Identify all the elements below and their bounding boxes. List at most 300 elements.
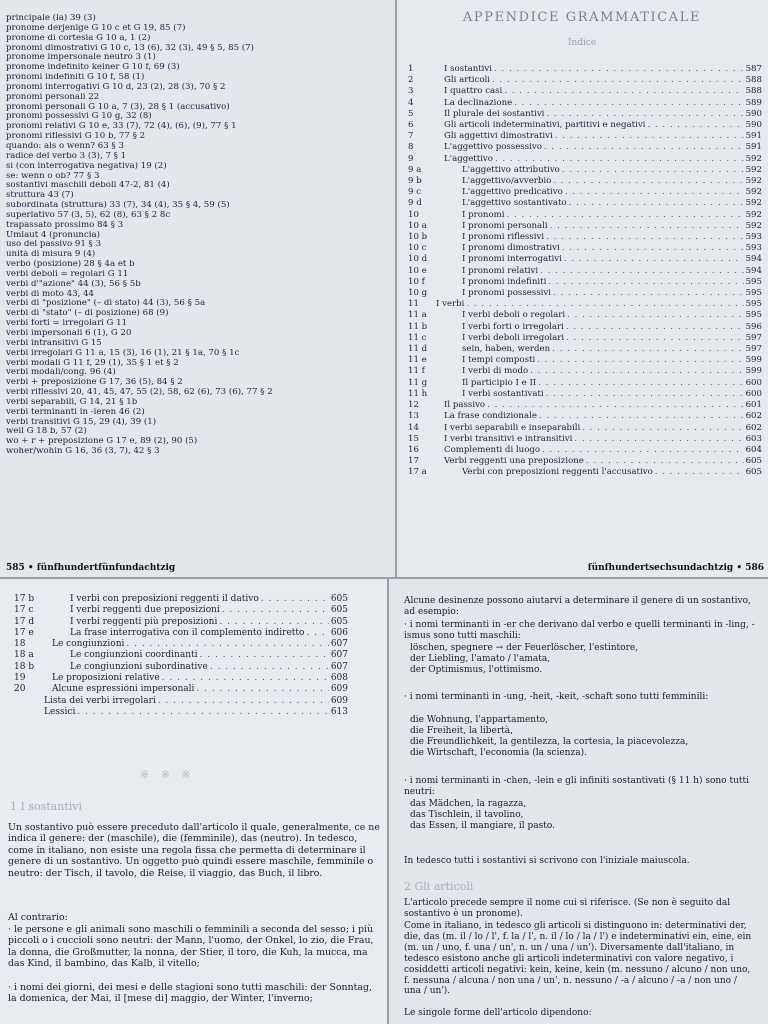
index-entry: pronomi possessivi G 10 g, 32 (8)	[6, 112, 152, 122]
index-entry: verbi forti = irregolari G 11	[6, 319, 128, 329]
grammar-index-list	[6, 14, 392, 457]
toc-number: 10 g	[408, 288, 428, 299]
page-587	[0, 578, 388, 1024]
page-586	[396, 0, 768, 578]
toc-leader-dots	[586, 456, 744, 467]
examples-femminili	[410, 715, 756, 759]
index-entry: verbi irregolari G 11 a, 15 (3), 16 (1), 21 § 1a, 70 § 1c	[6, 348, 240, 358]
toc-number: 11 b	[408, 321, 428, 332]
toc-entry[interactable]	[14, 605, 348, 616]
toc-entry[interactable]	[408, 366, 762, 377]
toc-page-number: 609	[330, 695, 348, 706]
toc-entry[interactable]	[408, 64, 762, 75]
intro-text: Un sostantivo può essere preceduto dall'articolo il quale, generalmente, ce ne indica il genere: der (maschile), die (femminile), das (neutro). In tedesco, come in italiano, non esiste una regola fissa che permetta di determinare il genere di un sostantivo. Un oggetto può quindi essere maschile, femminile o neutro:	[8, 822, 380, 879]
toc-number: 11	[408, 299, 419, 310]
toc-page-number: 593	[745, 232, 762, 243]
index-subheader: Indice	[567, 38, 597, 48]
toc-entry[interactable]	[408, 109, 762, 120]
toc-entry[interactable]	[408, 176, 762, 187]
toc-number: 18	[14, 639, 26, 650]
bullet-giorni-text: i nomi dei giorni, dei mesi e delle stagioni sono tutti maschili: der Sonntag, la domenica, der Mai, il [mese di] maggio, der Winter, l'inverno;	[8, 982, 372, 1005]
toc-entry[interactable]	[14, 707, 348, 718]
index-entry: pronome derjenige G 10 c et G 19, 85 (7)	[6, 23, 186, 33]
toc-page-number: 603	[745, 433, 762, 444]
toc-page-number: 605	[330, 616, 348, 627]
toc-number: 2	[408, 75, 414, 86]
toc-page-number: 596	[745, 321, 762, 332]
toc-page-number: 590	[745, 108, 762, 119]
toc-number: 9 b	[408, 176, 422, 187]
note-maiuscola: In tedesco tutti i sostantivi si scrivono con l'iniziale maiuscola.	[404, 856, 690, 866]
toc-page-number: 605	[330, 605, 348, 616]
toc-leader-dots	[546, 232, 743, 243]
toc-leader-dots	[514, 98, 743, 109]
toc-entry[interactable]	[408, 98, 762, 109]
toc-page-number: 590	[745, 120, 762, 131]
toc-entry[interactable]	[408, 299, 762, 310]
index-entry: verbi separabili, G 14, 21 § 1b	[6, 397, 138, 407]
index-entry: se: wenn o ob? 77 § 3	[6, 171, 100, 181]
toc-entry[interactable]	[14, 684, 348, 695]
toc-leader-dots	[196, 684, 328, 695]
toc-leader-dots	[546, 109, 743, 120]
toc-entry[interactable]	[408, 456, 762, 467]
toc-title: L'aggettivo/avverbio	[462, 176, 552, 187]
toc-number: 15	[408, 433, 419, 444]
toc-leader-dots	[564, 254, 744, 265]
bullet-neutri-text: i nomi terminanti in -chen, -lein e gli infiniti sostantivati (§ 11 h) sono tutti neutri:	[404, 776, 749, 797]
toc-leader-dots	[548, 277, 743, 288]
toc-title: L'aggettivo attributivo	[462, 164, 560, 175]
toc-title: I verbi reggenti più preposizioni	[70, 616, 218, 627]
toc-entry[interactable]	[408, 310, 762, 321]
toc-entry[interactable]	[14, 639, 348, 650]
toc-page-number: 595	[745, 276, 762, 287]
toc-leader-dots	[553, 176, 743, 187]
toc-number: 17 a	[408, 467, 427, 478]
toc-title: L'aggettivo sostantivato	[462, 198, 567, 209]
toc-number: 8	[408, 142, 414, 153]
toc-page-number: 595	[745, 288, 762, 299]
index-entry: pronome di cortesia G 10 a, 1 (2)	[6, 33, 151, 43]
toc-title: Gli aggettivi dimostrativi	[444, 131, 553, 142]
toc-leader-dots	[530, 366, 743, 377]
toc-page-number: 609	[330, 684, 348, 695]
toc-leader-dots	[567, 310, 743, 321]
toc-title: La frase interrogativa con il complemento indiretto	[70, 627, 305, 638]
contrario-label: Al contrario:	[8, 912, 68, 923]
toc-page-number: 599	[745, 366, 762, 377]
index-entry: verbi impersonali 6 (1), G 20	[6, 329, 132, 338]
toc-entry[interactable]	[408, 355, 762, 366]
toc-number: 12	[408, 400, 419, 411]
toc-title: I verbi forti o irregolari	[462, 321, 564, 332]
toc-page-number: 601	[745, 400, 762, 411]
toc-leader-dots	[544, 142, 744, 153]
toc-entry[interactable]	[14, 594, 348, 605]
toc-title: I verbi deboli o regolari	[462, 310, 566, 321]
toc-number: 10 a	[408, 220, 427, 231]
example-line: löschen, spegnere → der Feuerlöscher, l'estintore,	[410, 643, 639, 653]
toc-page-number: 607	[330, 639, 348, 650]
toc-title: I pronomi interrogativi	[462, 254, 562, 265]
example-line: das Mädchen, la ragazza,	[410, 799, 527, 809]
toc-entry[interactable]	[408, 165, 762, 176]
toc-leader-dots	[566, 333, 743, 344]
toc-entry[interactable]	[408, 333, 762, 344]
appendix-header: APPENDICE GRAMMATICALE	[462, 10, 702, 25]
toc-leader-dots	[553, 288, 744, 299]
toc-number: 10 e	[408, 265, 427, 276]
toc-entry[interactable]	[408, 288, 762, 299]
toc-entry[interactable]	[408, 400, 762, 411]
toc-title: I verbi transitivi e intransitivi	[444, 433, 573, 444]
toc-title: I pronomi dimostrativi	[462, 243, 560, 254]
toc-page-number: 605	[745, 456, 762, 467]
toc-title: I pronomi indefiniti	[462, 276, 547, 287]
toc-page-number: 600	[745, 377, 762, 388]
toc-entry[interactable]	[408, 75, 762, 86]
index-entry: Umlaut 4 (pronuncia)	[6, 230, 100, 240]
toc-entry[interactable]	[408, 131, 762, 142]
toc-page-number: 589	[745, 97, 762, 108]
toc-number: 9 a	[408, 164, 422, 175]
index-entry: pronomi indefiniti G 10 f, 58 (1)	[6, 73, 145, 83]
index-entry: verbo (posizione) 28 § 4a et b	[6, 260, 135, 270]
toc-leader-dots	[566, 322, 744, 333]
toc-title: I verbi separabili e inseparabili	[444, 422, 581, 433]
page-585	[0, 0, 396, 578]
section-title-sostantivi: 1 I sostantivi	[10, 800, 82, 813]
index-entry: pronomi dimostrativi G 10 c, 13 (6), 32 (3), 49 § 5, 85 (7)	[6, 43, 254, 53]
toc-number: 9	[408, 153, 414, 164]
toc-leader-dots	[552, 344, 743, 355]
toc-entry[interactable]	[408, 411, 762, 422]
toc-leader-dots	[647, 120, 743, 131]
toc-entry[interactable]	[14, 628, 348, 639]
toc-number: 3	[408, 86, 414, 97]
toc-entry[interactable]	[408, 210, 762, 221]
toc-number: 18 a	[14, 650, 34, 661]
examples-neutri	[410, 799, 756, 832]
index-entry: struttura 43 (7)	[6, 191, 74, 201]
toc-leader-dots	[582, 423, 743, 434]
toc-page-number: 592	[745, 220, 762, 231]
toc-number: 9 d	[408, 198, 422, 209]
toc-title: I verbi deboli irregolari	[462, 332, 565, 343]
section-title-articoli: 2 Gli articoli	[404, 880, 474, 893]
toc-entry[interactable]	[408, 344, 762, 355]
toc-number: 11 e	[408, 355, 427, 366]
examples-maschili	[410, 643, 756, 676]
toc-entry[interactable]	[408, 277, 762, 288]
page-seam-bottom	[387, 578, 389, 1024]
toc-number: 17 c	[14, 605, 34, 616]
toc-page-number: 594	[745, 254, 762, 265]
index-entry: pronomi relativi G 10 e, 33 (7), 72 (4), (6), (9), 77 § 1	[6, 122, 237, 132]
example-line: der Liebling, l'amato / l'amata,	[410, 653, 551, 664]
index-entry: sì (con interrogativa negativa) 19 (2)	[6, 161, 167, 171]
toc-title: I verbi di modo	[462, 366, 529, 377]
index-entry: wo + r + preposizione G 17 e, 89 (2), 90 (5)	[6, 437, 198, 447]
toc-leader-dots	[492, 75, 744, 86]
toc-leader-dots	[222, 605, 329, 616]
index-entry: verbi di moto 43, 44	[6, 289, 95, 299]
toc-title: Gli articoli indeterminativi, partitivi e negativi	[444, 120, 646, 131]
toc-page-number: 602	[745, 422, 762, 433]
toc-number: 10 d	[408, 254, 428, 265]
paragraph-desinenze: Alcune desinenze possono aiutarvi a determinare il genere di un sostantivo, ad esempio:	[404, 596, 751, 617]
toc-entry[interactable]	[408, 423, 762, 434]
toc-page-number: 597	[745, 344, 762, 355]
bullet-maschili: · i nomi terminanti in -er che derivano dal verbo e quelli terminanti in -ling, -ismus sono tutti maschili:	[404, 620, 755, 641]
toc-number: 11 c	[408, 332, 427, 343]
index-entry: subordinata (struttura) 33 (7), 34 (4), 35 § 4, 59 (5)	[6, 201, 230, 211]
toc-leader-dots	[562, 165, 744, 176]
toc-leader-dots	[546, 389, 744, 400]
toc-page-number: 604	[745, 444, 762, 455]
toc-entry[interactable]	[408, 378, 762, 389]
toc-page-number: 587	[745, 64, 762, 74]
example-line: das Essen, il mangiare, il pasto.	[410, 820, 556, 831]
section-ornament: ※ ※ ※	[140, 768, 195, 781]
toc-page-number: 600	[745, 388, 762, 399]
toc-number: 10	[408, 209, 419, 220]
paragraph-articolo: L'articolo precede sempre il nome cui si riferisce. (Se non è seguito dal sostantivo è un pronome).	[404, 898, 731, 919]
toc-leader-dots	[162, 673, 329, 684]
toc-leader-dots	[537, 355, 743, 366]
bullet-giorni: · i nomi dei giorni, dei mesi e delle stagioni sono tutti maschili: der Sonntag, la domenica, der Mai, il [mese di] maggio, der Winter, l'inverno;	[8, 982, 372, 1005]
toc-title: Il passivo	[444, 400, 486, 411]
toc-entry[interactable]	[408, 434, 762, 445]
toc-page-number: 599	[745, 355, 762, 366]
toc-title: Il participio I e II	[462, 377, 537, 388]
index-entry: superlativo 57 (3, 5), 62 (8), 63 § 2 8c	[6, 210, 171, 220]
toc-entry[interactable]	[408, 221, 762, 232]
toc-title: La frase condizionale	[444, 411, 537, 422]
toc-title: I tempi composti	[462, 355, 536, 366]
toc-leader-dots	[539, 411, 744, 422]
index-entry: radice del verbo 3 (3), 7 § 1	[6, 151, 127, 161]
toc-title: Lista dei verbi irregolari	[44, 695, 156, 706]
toc-page-number: 595	[745, 299, 762, 310]
toc-entry[interactable]	[408, 86, 762, 97]
index-entry: quando: als o wenn? 63 § 3	[6, 141, 124, 151]
toc-entry[interactable]	[14, 673, 348, 684]
toc-page-number: 608	[330, 673, 348, 684]
bullet-maschili-text: i nomi terminanti in -er che derivano dal verbo e quelli terminanti in -ling, -ismus sono tutti maschili:	[404, 620, 755, 641]
index-entry: verbi d'"azione" 44 (3), 56 § 5b	[6, 279, 141, 289]
page-588	[388, 578, 768, 1024]
toc-leader-dots	[219, 617, 328, 628]
toc-title: I verbi reggenti due preposizioni	[70, 605, 220, 616]
toc-title: I pronomi relativi	[462, 265, 539, 276]
toc-leader-dots	[466, 299, 743, 310]
toc-title: Le congiunzioni	[52, 639, 125, 650]
toc-title: Verbi reggenti una preposizione	[444, 456, 584, 467]
toc-leader-dots	[504, 86, 743, 97]
table-of-contents-continued	[14, 594, 348, 718]
toc-leader-dots	[487, 400, 743, 411]
toc-number: 14	[408, 422, 419, 433]
toc-leader-dots	[569, 198, 744, 209]
toc-number: 17 e	[14, 627, 34, 638]
toc-title: Alcune espressioni impersonali	[52, 684, 195, 695]
toc-number: 11 a	[408, 310, 427, 321]
toc-page-number: 607	[330, 661, 348, 672]
toc-page-number: 592	[745, 198, 762, 209]
index-entry: unità di misura 9 (4)	[6, 250, 96, 260]
toc-title: I pronomi riflessivi	[462, 232, 545, 243]
toc-title: I quattro casi	[444, 86, 503, 97]
toc-number: 11 h	[408, 388, 428, 399]
toc-page-number: 613	[330, 706, 348, 717]
toc-entry[interactable]	[408, 187, 762, 198]
toc-page-number: 592	[745, 209, 762, 220]
toc-leader-dots	[507, 210, 744, 221]
example-line: die Freiheit, la libertà,	[410, 725, 514, 736]
toc-page-number: 607	[330, 650, 348, 661]
bullet-persone-text: le persone e gli animali sono maschili o femminili a seconda del sesso; i più piccoli o i cuccioli sono neutri: der Mann, l'uomo, der Onkel, lo zio, die Frau, la donna, die Großmutter, la nonna, der Stier, il toro, die Kuh, la mucca, ma das Kind, il bambino, das Kalb, il vitello;	[8, 924, 374, 970]
toc-title: Le congiunzioni coordinanti	[70, 650, 198, 661]
toc-leader-dots	[550, 221, 744, 232]
toc-title: I pronomi possessivi	[462, 288, 552, 299]
toc-number: 11 g	[408, 377, 428, 388]
toc-number: 7	[408, 131, 414, 142]
page-seam-top	[395, 0, 397, 578]
toc-number: 10 b	[408, 232, 428, 243]
toc-leader-dots	[261, 594, 329, 605]
example-line: die Wirtschaft, l'economia (la scienza).	[410, 747, 587, 758]
page-seam-horizontal	[0, 577, 768, 579]
example-line: die Freundlichkeit, la gentilezza, la cortesia, la piacevolezza,	[410, 736, 689, 747]
toc-entry[interactable]	[14, 696, 348, 707]
index-entry: pronome indefinito keiner G 10 f, 69 (3)	[6, 63, 180, 73]
toc-page-number: 591	[745, 142, 762, 153]
table-of-contents	[408, 64, 762, 479]
toc-page-number: 591	[745, 131, 762, 142]
toc-entry[interactable]	[408, 467, 762, 478]
example-line: die Wohnung, l'appartamento,	[410, 715, 548, 725]
toc-page-number: 602	[745, 411, 762, 422]
example-line: der Optimismus, l'ottimismo.	[410, 664, 543, 675]
toc-leader-dots	[538, 378, 743, 389]
toc-leader-dots	[574, 434, 743, 445]
toc-title: I pronomi personali	[462, 220, 548, 231]
toc-number: 1	[408, 64, 414, 74]
toc-page-number: 593	[745, 243, 762, 254]
index-entry: verbi terminanti in -ieren 46 (2)	[6, 407, 145, 417]
toc-title: Le proposizioni relative	[52, 673, 160, 684]
toc-leader-dots	[562, 243, 744, 254]
paragraph-forme: Le singole forme dell'articolo dipendono:	[404, 1008, 592, 1018]
toc-number: 10 c	[408, 243, 427, 254]
toc-number: 17	[408, 456, 419, 467]
bullet-femminili: · i nomi terminanti in -ung, -heit, -keit, -schaft sono tutti femminili:	[404, 692, 709, 702]
toc-leader-dots	[655, 467, 744, 478]
toc-entry[interactable]	[408, 389, 762, 400]
toc-number: 10 f	[408, 276, 425, 287]
toc-entry[interactable]	[408, 198, 762, 209]
toc-entry[interactable]	[408, 142, 762, 153]
toc-page-number: 592	[745, 187, 762, 198]
index-entry: verbi modali/cong. 96 (4)	[6, 368, 116, 378]
bullet-neutri: · i nomi terminanti in -chen, -lein e gli infiniti sostantivati (§ 11 h) sono tutti neutri:	[404, 776, 749, 797]
toc-leader-dots	[555, 131, 744, 142]
toc-number: 16	[408, 444, 419, 455]
index-entry: pronomi personali G 10 a, 7 (3), 28 § 1 (accusativo)	[6, 102, 230, 112]
toc-page-number: 588	[745, 86, 762, 97]
toc-leader-dots	[158, 696, 329, 707]
toc-leader-dots	[126, 639, 328, 650]
index-entry: verbi di "stato" (– di posizione) 68 (9)	[6, 309, 169, 319]
toc-number: 11 d	[408, 344, 428, 355]
toc-title: L'aggettivo	[444, 153, 493, 164]
toc-entry[interactable]	[408, 120, 762, 131]
index-entry: woher/wohin G 16, 36 (3, 7), 42 § 3	[6, 447, 160, 457]
toc-title: sein, haben, werden	[462, 344, 551, 355]
toc-entry[interactable]	[408, 232, 762, 243]
toc-title: Il plurale dei sostantivi	[444, 108, 545, 119]
toc-title: L'aggettivo possessivo	[444, 142, 542, 153]
toc-title: Lessici	[44, 706, 76, 717]
toc-number: 17 d	[14, 616, 35, 627]
intro-paragraph	[8, 822, 380, 879]
index-entry: verbi riflessivi 20, 41, 45, 47, 55 (2), 58, 62 (6), 73 (6), 77 § 2	[6, 388, 273, 398]
toc-entry[interactable]	[408, 266, 762, 277]
bullet-femminili-text: i nomi terminanti in -ung, -heit, -keit, -schaft sono tutti femminili:	[409, 692, 709, 702]
index-entry: sostantivi maschili deboli 47-2, 81 (4)	[6, 181, 170, 191]
toc-title: L'aggettivo predicativo	[462, 187, 563, 198]
bullet-persone: · le persone e gli animali sono maschili o femminili a seconda del sesso; i più piccoli o i cuccioli sono neutri: der Mann, l'uomo, der Onkel, lo zio, die Frau, la donna, die Großmutter, la nonna, der Stier, il toro, die Kuh, la mucca, ma das Kind, il bambino, das Kalb, il vitello;	[8, 924, 374, 970]
toc-number: 5	[408, 108, 414, 119]
toc-leader-dots	[565, 187, 744, 198]
toc-title: La declinazione	[444, 97, 513, 108]
index-entry: pronomi riflessivi G 10 b, 77 § 2	[6, 132, 146, 142]
toc-entry[interactable]	[408, 445, 762, 456]
toc-number: 18 b	[14, 661, 35, 672]
toc-entry[interactable]	[14, 617, 348, 628]
index-entry: pronome impersonale neutro 3 (1)	[6, 53, 156, 63]
index-entry: verbi + preposizione G 17, 36 (5), 84 § 2	[6, 378, 183, 388]
toc-number: 20	[14, 684, 26, 695]
toc-title: I verbi sostantivati	[462, 388, 544, 399]
toc-number: 11 f	[408, 366, 425, 377]
page-footer-586: fünfhundertsechsundachtzig • 586	[587, 563, 764, 573]
toc-title: Complementi di luogo	[444, 444, 541, 455]
toc-page-number: 595	[745, 310, 762, 321]
index-entry: verbi deboli = regolari G 11	[6, 269, 129, 279]
toc-title: Verbi con preposizioni reggenti l'accusativo	[462, 467, 653, 478]
toc-page-number: 588	[745, 75, 762, 86]
toc-entry[interactable]	[14, 662, 348, 673]
toc-title: Gli articoli	[444, 75, 491, 86]
toc-entry[interactable]	[14, 650, 348, 661]
toc-number: 19	[14, 673, 26, 684]
index-entry: trapassato prossimo 84 § 3	[6, 220, 124, 230]
index-entry: principale (la) 39 (3)	[6, 14, 96, 23]
toc-entry[interactable]	[408, 154, 762, 165]
toc-entry[interactable]	[408, 243, 762, 254]
example-line: der Tisch, il tavolo, die Reise, il viaggio, das Buch, il libro.	[45, 867, 323, 879]
toc-entry[interactable]	[408, 254, 762, 265]
paragraph-distinzioni: Come in italiano, in tedesco gli articoli si distinguono in: determinativi der, die, das (m. il / lo / l', f. la / l', n. il / lo / la / l') e indeterminativi ein, eine, ein (m. un / uno, f. una / un', n. un / una / un'). Diversamente dall'italiano, in tedesco esistono anche gli articoli indeterminativi con valore negativo, i cosiddetti articoli negativi: kein, keine, kein (m. nessuno / alcuno / non uno, f. nessuna / alcuna / non una / un', n. nessuno / -a / alcuno / -a / non uno / una / un').	[404, 921, 752, 997]
toc-leader-dots	[200, 650, 329, 661]
index-entry: weil G 18 b, 57 (2)	[6, 427, 87, 437]
toc-leader-dots	[495, 154, 744, 165]
toc-entry[interactable]	[408, 322, 762, 333]
toc-page-number: 597	[745, 332, 762, 343]
